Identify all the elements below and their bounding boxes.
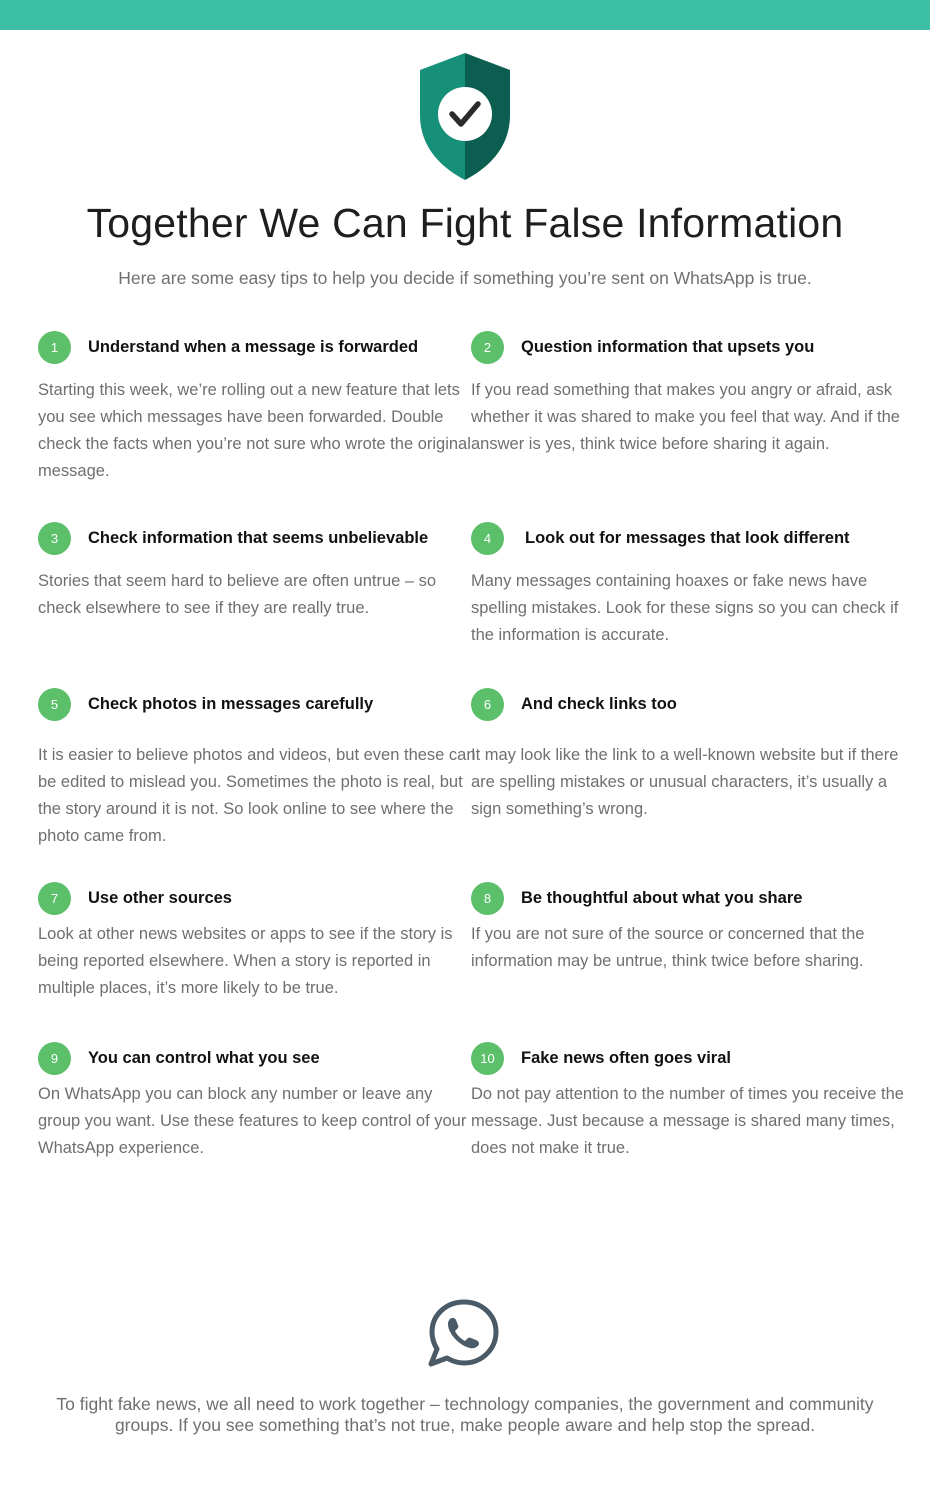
whatsapp-logo-icon — [428, 1298, 500, 1368]
top-accent-bar — [0, 0, 930, 30]
tip-title: Check information that seems unbelievable — [88, 529, 429, 547]
tip-item — [38, 688, 478, 850]
page-subtitle: Here are some easy tips to help you decide if something you’re sent on WhatsApp is true. — [118, 268, 812, 288]
footer-text: To fight fake news, we all need to work together – technology companies, the government and community groups. If you see something that’s not true, make people aware and help stop the spread. — [56, 1394, 874, 1435]
tip-number-badge: 1 — [38, 331, 71, 364]
tip-body: If you are not sure of the source or concerned that the information may be untrue, think twice before sharing. — [471, 925, 865, 970]
tip-body: It may look like the link to a well-known website but if there are spelling mistakes or unusual characters, it’s usually a sign something’s wrong. — [471, 746, 899, 818]
tip-body: It is easier to believe photos and videos, but even these can be edited to mislead you. Sometimes the photo is real, but the story around it is not. So look online to see where the photo came from. — [38, 746, 476, 845]
tip-item — [471, 882, 911, 975]
tip-item — [471, 331, 911, 458]
tip-number-badge: 9 — [38, 1042, 71, 1075]
tip-title: Fake news often goes viral — [521, 1049, 731, 1067]
tip-number-badge: 5 — [38, 688, 71, 721]
tip-number-badge: 10 — [471, 1042, 504, 1075]
tip-title: Use other sources — [88, 889, 232, 907]
tip-title: Understand when a message is forwarded — [88, 338, 419, 356]
shield-check-icon — [420, 53, 510, 180]
tip-number-badge: 4 — [471, 522, 504, 555]
tip-title: Be thoughtful about what you share — [521, 889, 803, 907]
tip-item — [38, 331, 478, 485]
tip-number-badge: 3 — [38, 522, 71, 555]
tip-item — [38, 1042, 478, 1162]
tip-body: Look at other news websites or apps to see if the story is being reported elsewhere. When a story is reported in multiple places, it’s more likely to be true. — [38, 925, 453, 997]
tip-number-badge: 6 — [471, 688, 504, 721]
tip-title: And check links too — [521, 695, 677, 713]
tip-number-badge: 7 — [38, 882, 71, 915]
tip-item — [38, 882, 478, 1002]
tip-title: Question information that upsets you — [521, 338, 815, 356]
tip-number-badge: 2 — [471, 331, 504, 364]
tip-number-badge: 8 — [471, 882, 504, 915]
tip-item — [471, 522, 911, 649]
tip-body: Starting this week, we’re rolling out a new feature that lets you see which messages have been forwarded. Double check the facts when you’re not sure who wrote the original message. — [38, 381, 471, 480]
tip-item — [38, 522, 478, 622]
tip-body: If you read something that makes you angry or afraid, ask whether it was shared to make you feel that way. And if the answer is yes, think twice before sharing it again. — [471, 381, 900, 453]
tip-item — [471, 1042, 911, 1162]
tip-title: You can control what you see — [88, 1049, 320, 1067]
tip-title: Check photos in messages carefully — [88, 695, 374, 713]
tip-title: Look out for messages that look different — [525, 529, 850, 547]
tip-body: Stories that seem hard to believe are often untrue – so check elsewhere to see if they are really true. — [38, 572, 437, 617]
page-title: Together We Can Fight False Information — [86, 200, 844, 246]
tip-body: Many messages containing hoaxes or fake news have spelling mistakes. Look for these signs so you can check if the information is accurate. — [471, 572, 899, 644]
tip-item — [471, 688, 911, 823]
tip-body: Do not pay attention to the number of times you receive the message. Just because a message is shared many times, does not make it true. — [471, 1085, 904, 1157]
tip-body: On WhatsApp you can block any number or leave any group you want. Use these features to keep control of your WhatsApp experience. — [38, 1085, 467, 1157]
